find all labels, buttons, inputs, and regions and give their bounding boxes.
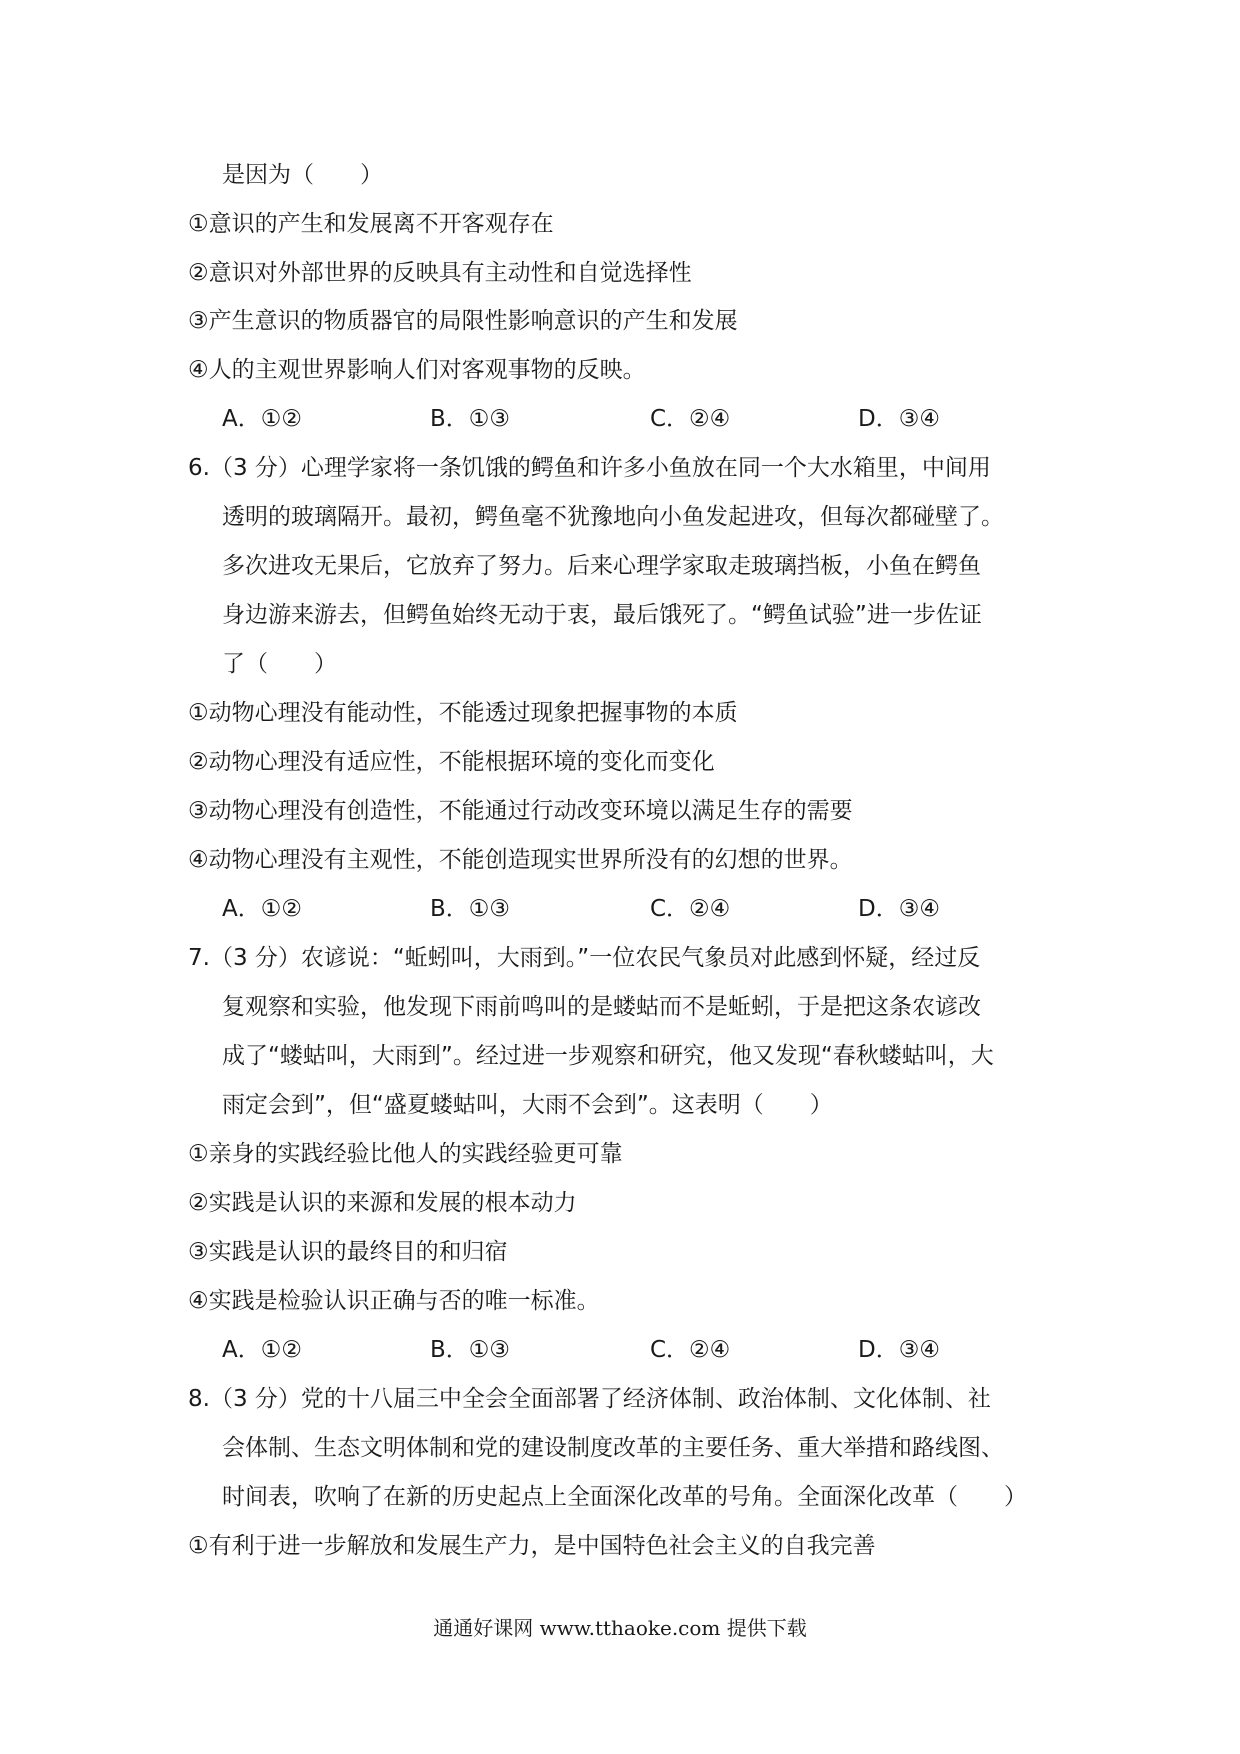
q7-option-b: B．①③ bbox=[430, 1337, 511, 1363]
q6-item-3: ③动物心理没有创造性，不能通过行动改变环境以满足生存的需要 bbox=[188, 798, 853, 824]
q6-option-d: D．③④ bbox=[858, 896, 940, 922]
q6-item-4: ④动物心理没有主观性，不能创造现实世界所没有的幻想的世界。 bbox=[188, 847, 853, 873]
q7-options bbox=[222, 1335, 982, 1365]
page-footer: 通通好课网 www.tthaoke.com 提供下载 bbox=[433, 1616, 807, 1640]
q6-stem-line-2: 透明的玻璃隔开。最初，鳄鱼毫不犹豫地向小鱼发起进攻，但每次都碰壁了。 bbox=[222, 504, 1004, 530]
q6-option-a: A．①② bbox=[222, 896, 302, 922]
q5-option-d: D．③④ bbox=[858, 406, 940, 432]
q8-stem-line-1: 8.（3 分）党的十八届三中全会全面部署了经济体制、政治体制、文化体制、社 bbox=[188, 1386, 991, 1412]
q8-stem-line-2: 会体制、生态文明体制和党的建设制度改革的主要任务、重大举措和路线图、 bbox=[222, 1435, 1004, 1461]
q7-option-a: A．①② bbox=[222, 1337, 302, 1363]
q7-stem-line-3: 成了“蝼蛄叫，大雨到”。经过进一步观察和研究，他又发现“春秋蝼蛄叫，大 bbox=[222, 1043, 994, 1069]
q6-stem-line-3: 多次进攻无果后，它放弃了努力。后来心理学家取走玻璃挡板，小鱼在鳄鱼 bbox=[222, 553, 981, 579]
q5-options bbox=[222, 404, 982, 434]
q5-option-b: B．①③ bbox=[430, 406, 511, 432]
q5-item-1: ①意识的产生和发展离不开客观存在 bbox=[188, 211, 554, 237]
q5-item-2: ②意识对外部世界的反映具有主动性和自觉选择性 bbox=[188, 260, 692, 286]
q6-stem-line-5: 了（ ） bbox=[222, 651, 337, 677]
q5-option-a: A．①② bbox=[222, 406, 302, 432]
q6-item-1: ①动物心理没有能动性，不能透过现象把握事物的本质 bbox=[188, 700, 738, 726]
q5-option-c: C．②④ bbox=[650, 406, 731, 432]
q7-stem-line-4: 雨定会到”，但“盛夏蝼蛄叫，大雨不会到”。这表明（ ） bbox=[222, 1092, 833, 1118]
q6-option-b: B．①③ bbox=[430, 896, 511, 922]
q8-item-1: ①有利于进一步解放和发展生产力，是中国特色社会主义的自我完善 bbox=[188, 1533, 876, 1559]
q7-item-2: ②实践是认识的来源和发展的根本动力 bbox=[188, 1190, 577, 1216]
q7-stem-line-1: 7.（3 分）农谚说：“蚯蚓叫，大雨到。”一位农民气象员对此感到怀疑，经过反 bbox=[188, 945, 981, 971]
q5-item-4: ④人的主观世界影响人们对客观事物的反映。 bbox=[188, 357, 646, 383]
q6-item-2: ②动物心理没有适应性，不能根据环境的变化而变化 bbox=[188, 749, 715, 775]
q7-option-c: C．②④ bbox=[650, 1337, 731, 1363]
q6-stem-line-1: 6.（3 分）心理学家将一条饥饿的鳄鱼和许多小鱼放在同一个大水箱里，中间用 bbox=[188, 455, 991, 481]
q5-item-3: ③产生意识的物质器官的局限性影响意识的产生和发展 bbox=[188, 308, 738, 334]
q8-stem-line-3: 时间表，吹响了在新的历史起点上全面深化改革的号角。全面深化改革（ ） bbox=[222, 1484, 1027, 1510]
q7-option-d: D．③④ bbox=[858, 1337, 940, 1363]
q7-item-3: ③实践是认识的最终目的和归宿 bbox=[188, 1239, 508, 1265]
q6-option-c: C．②④ bbox=[650, 896, 731, 922]
q5-stem-end: 是因为（ ） bbox=[222, 162, 383, 188]
q6-options bbox=[222, 894, 982, 924]
q7-item-1: ①亲身的实践经验比他人的实践经验更可靠 bbox=[188, 1141, 623, 1167]
q7-stem-line-2: 复观察和实验，他发现下雨前鸣叫的是蝼蛄而不是蚯蚓，于是把这条农谚改 bbox=[222, 994, 981, 1020]
q6-stem-line-4: 身边游来游去，但鳄鱼始终无动于衷，最后饿死了。“鳄鱼试验”进一步佐证 bbox=[222, 602, 982, 628]
q7-item-4: ④实践是检验认识正确与否的唯一标准。 bbox=[188, 1288, 600, 1314]
